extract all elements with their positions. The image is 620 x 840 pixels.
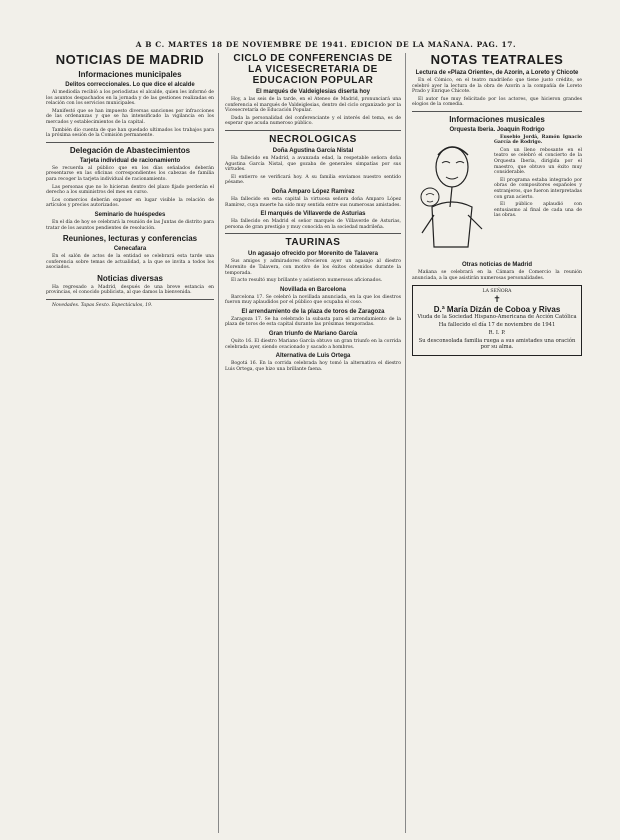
subheading-orquesta: Orquesta Iberia. Joaquín Rodrigo (449, 126, 545, 133)
paragraph: En el salón de actos de la entidad se celebrará esta tarde una conferencia sobre temas de actualidad, a la que se invita a todos los asociados. (46, 254, 214, 271)
paragraph: Hoy, a las seis de la tarde, en el Ateneo de Madrid, pronunciará una conferencia el marqués de Valdeiglesias, dentro del ciclo organizado por la Vicesecretaría de Educación Popular. (225, 97, 401, 114)
column-conferencias (225, 53, 406, 833)
paragraph: También dio cuenta de que han quedado ultimados los trabajos para la próxima sesión de la Comisión permanente. (46, 127, 214, 139)
columns (46, 53, 606, 833)
obituary-label: LA SEÑORA (482, 289, 512, 295)
paragraph: Al mediodía recibió a los periodistas el alcalde, quien les informó de los asuntos despachados en la jornada y de las gestiones realizadas en relación con los servicios municipales. (46, 90, 214, 107)
divider (46, 142, 214, 143)
subheading-ortega: Alternativa de Luis Ortega (275, 353, 351, 360)
paragraph: Manifestó que se han impuesto diversas sanciones por infracciones de las ordenanzas y que se ha intensificado la vigilancia en los mercados y establecimientos de la capital. (46, 108, 214, 125)
caricature-caption: Eusebio Jordá, Ramón Ignacio García de Rodrigo. (494, 134, 582, 146)
subheading-otras-noticias: Otras noticias de Madrid (461, 261, 533, 268)
paragraph: Sus amigos y admiradores ofrecieron ayer un agasajo al diestro Morenito de Talavera, con motivo de los éxitos obtenidos durante la temporada. (225, 259, 401, 276)
subheading-azorin: Lectura de «Plaza Oriente», de Azorín, a Loreto y Chicote (415, 70, 579, 76)
paragraph: El programa estaba integrado por obras de compositores españoles y extranjeros, que fueron interpretadas con gran acierto. (494, 177, 582, 200)
paragraph: El autor fue muy felicitado por los actores, que hicieron grandes elogios de la comedia. (412, 96, 582, 108)
section-title-teatrales: NOTAS TEATRALES (430, 53, 564, 67)
paragraph: El entierro se verificará hoy. A su familia enviamos nuestro sentido pésame. (225, 174, 401, 186)
subheading-necro-2: Doña Amparo López Ramírez (271, 188, 355, 195)
paragraph: Las personas que no lo hicieran dentro del plazo fijado perderán el derecho a los suministros del mes en curso. (46, 184, 214, 196)
column-teatrales (412, 53, 582, 833)
paragraph: Mañana se celebrará en la Cámara de Comercio la reunión anunciada, a la que asistirán numerosas personalidades. (412, 269, 582, 281)
page-header: A B C. MARTES 18 DE NOVIEMBRE DE 1941. EDICION DE LA MAÑANA. PAG. 17. (135, 40, 517, 49)
heading-abastecimientos: Delegación de Abastecimientos (69, 145, 191, 155)
paragraph: El público aplaudió con entusiasmo al final de cada una de las obras. (494, 202, 582, 219)
subheading-necro-3: El marqués de Villaverde de Asturias (260, 211, 366, 218)
obituary-text: Viuda de la Sociedad Hispano-Americana de Acción Católica (417, 313, 577, 320)
paragraph: El acto resultó muy brillante y asistieron numerosos aficionados. (231, 278, 383, 284)
section-title-madrid: NOTICIAS DE MADRID (55, 53, 205, 67)
subheading-barcelona: Novillada en Barcelona (279, 286, 347, 293)
paragraph: Ha regresado a Madrid, después de una breve estancia en provincias, el conocido publicista, al que damos la bienvenida. (46, 284, 214, 296)
paragraph: Se recuerda al público que en los días señalados deberán presentarse en las oficinas correspondientes los cabezas de familia para recoger la tarjeta individual de racionamiento. (46, 165, 214, 182)
divider (412, 111, 582, 112)
obituary-text: Ha fallecido el día 17 de noviembre de 1941 (438, 321, 556, 328)
paragraph: Dada la personalidad del conferenciante y el interés del tema, es de esperar que acuda numeroso público. (225, 115, 401, 127)
subheading-necro-1: Doña Agustina García Nistal (272, 147, 354, 154)
subheading-zaragoza: El arrendamiento de la plaza de toros de Zaragoza (241, 308, 385, 315)
section-title-conferencias: CICLO DE CONFERENCIAS DE LA VICESECRETARIA DE EDUCACION POPULAR (233, 53, 393, 86)
caricature-illustration (412, 137, 490, 257)
paragraph: Ha fallecido en Madrid el señor marqués de Villaverde de Asturias, persona de gran prestigio y muy conocida en la sociedad madrileña. (225, 219, 401, 230)
subheading-cenecafara: Cenecafara (113, 246, 147, 253)
paragraph: Ha fallecido en Madrid, a avanzada edad, la respetable señora doña Agustina García Nistal, que gozaba de generales simpatías por sus virtudes. (225, 155, 401, 173)
divider (225, 233, 401, 234)
cross-icon: ✝ (493, 294, 501, 305)
obituary-text: Su desconsolada familia ruega a sus amistades una oración por su alma. (418, 337, 576, 350)
heading-musicales: Informaciones musicales (449, 114, 545, 124)
paragraph: Quito 16. El diestro Mariano García obtuvo un gran triunfo en la corrida celebrada ayer, siendo ovacionado y sacado a hombros. (225, 339, 401, 350)
subheading-morenito: Un agasajo ofrecido por Morenito de Talavera (248, 251, 378, 258)
paragraph: Los comercios deberán exponer en lugar visible la relación de artículos y precios autorizados. (46, 197, 214, 209)
column-madrid (46, 53, 219, 833)
heading-seminario: Seminario de huéspedes (94, 211, 166, 218)
subtitle-municipal: Informaciones municipales (78, 70, 182, 79)
heading-noticias-diversas: Noticias diversas (97, 273, 163, 283)
paragraph: En el Cómico, en el teatro madrileño que tiene justo crédito, se celebró ayer la lectura de la obra de Azorín a la compañía de Loreto Prado y Enrique Chicote. (412, 78, 582, 95)
divider (46, 299, 214, 300)
obituary-text: R. I. P. (488, 329, 506, 336)
subheading-garcia: Gran triunfo de Mariano García (268, 331, 358, 338)
paragraph: Con un lleno rebosante en el teatro se celebró el concierto de la Orquesta Iberia, dirigida por el maestro, que obtuvo un éxito muy considerable. (494, 147, 582, 176)
heading-alcalde: Delitos correccionales. Lo que dice el alcalde (65, 82, 195, 88)
obituary-name: D.ª María Dizán de Coboa y Rivas (433, 304, 561, 314)
heading-reuniones: Reuniones, lecturas y conferencias (62, 234, 198, 244)
paragraph: Ha fallecido en esta capital la virtuosa señora doña Amparo López Ramírez, cuya muerte ha sido muy sentida entre sus numerosas amistades. (225, 196, 401, 208)
note: Novedades. Tapas Sexto. Espectáculos, 19. (52, 303, 153, 309)
subheading-tarjeta: Tarjeta individual de racionamiento (79, 157, 181, 164)
paragraph: Barcelona 17. Se celebró la novillada anunciada, en la que los diestros fueron muy aplaudidos por el público que ocupaba el coso. (225, 294, 401, 306)
paragraph: En el día de hoy se celebrará la reunión de las Juntas de distrito para tratar de los asuntos pendientes de resolución. (46, 219, 214, 231)
paragraph: Zaragoza 17. Se ha celebrado la subasta para el arrendamiento de la plaza de toros de esta capital durante las próximas temporadas. (225, 316, 401, 328)
subheading-valdeiglesias: El marqués de Valdeiglesias diserta hoy (255, 89, 371, 95)
section-title-taurinas: TAURINAS (285, 237, 341, 249)
section-title-necrologicas: NECROLOGICAS (269, 133, 357, 145)
paragraph: Bogotá 16. En la corrida celebrada hoy tomó la alternativa el diestro Luis Ortega, que hizo una brillante faena. (225, 361, 401, 372)
obituary-box (412, 285, 582, 356)
divider (225, 130, 401, 131)
